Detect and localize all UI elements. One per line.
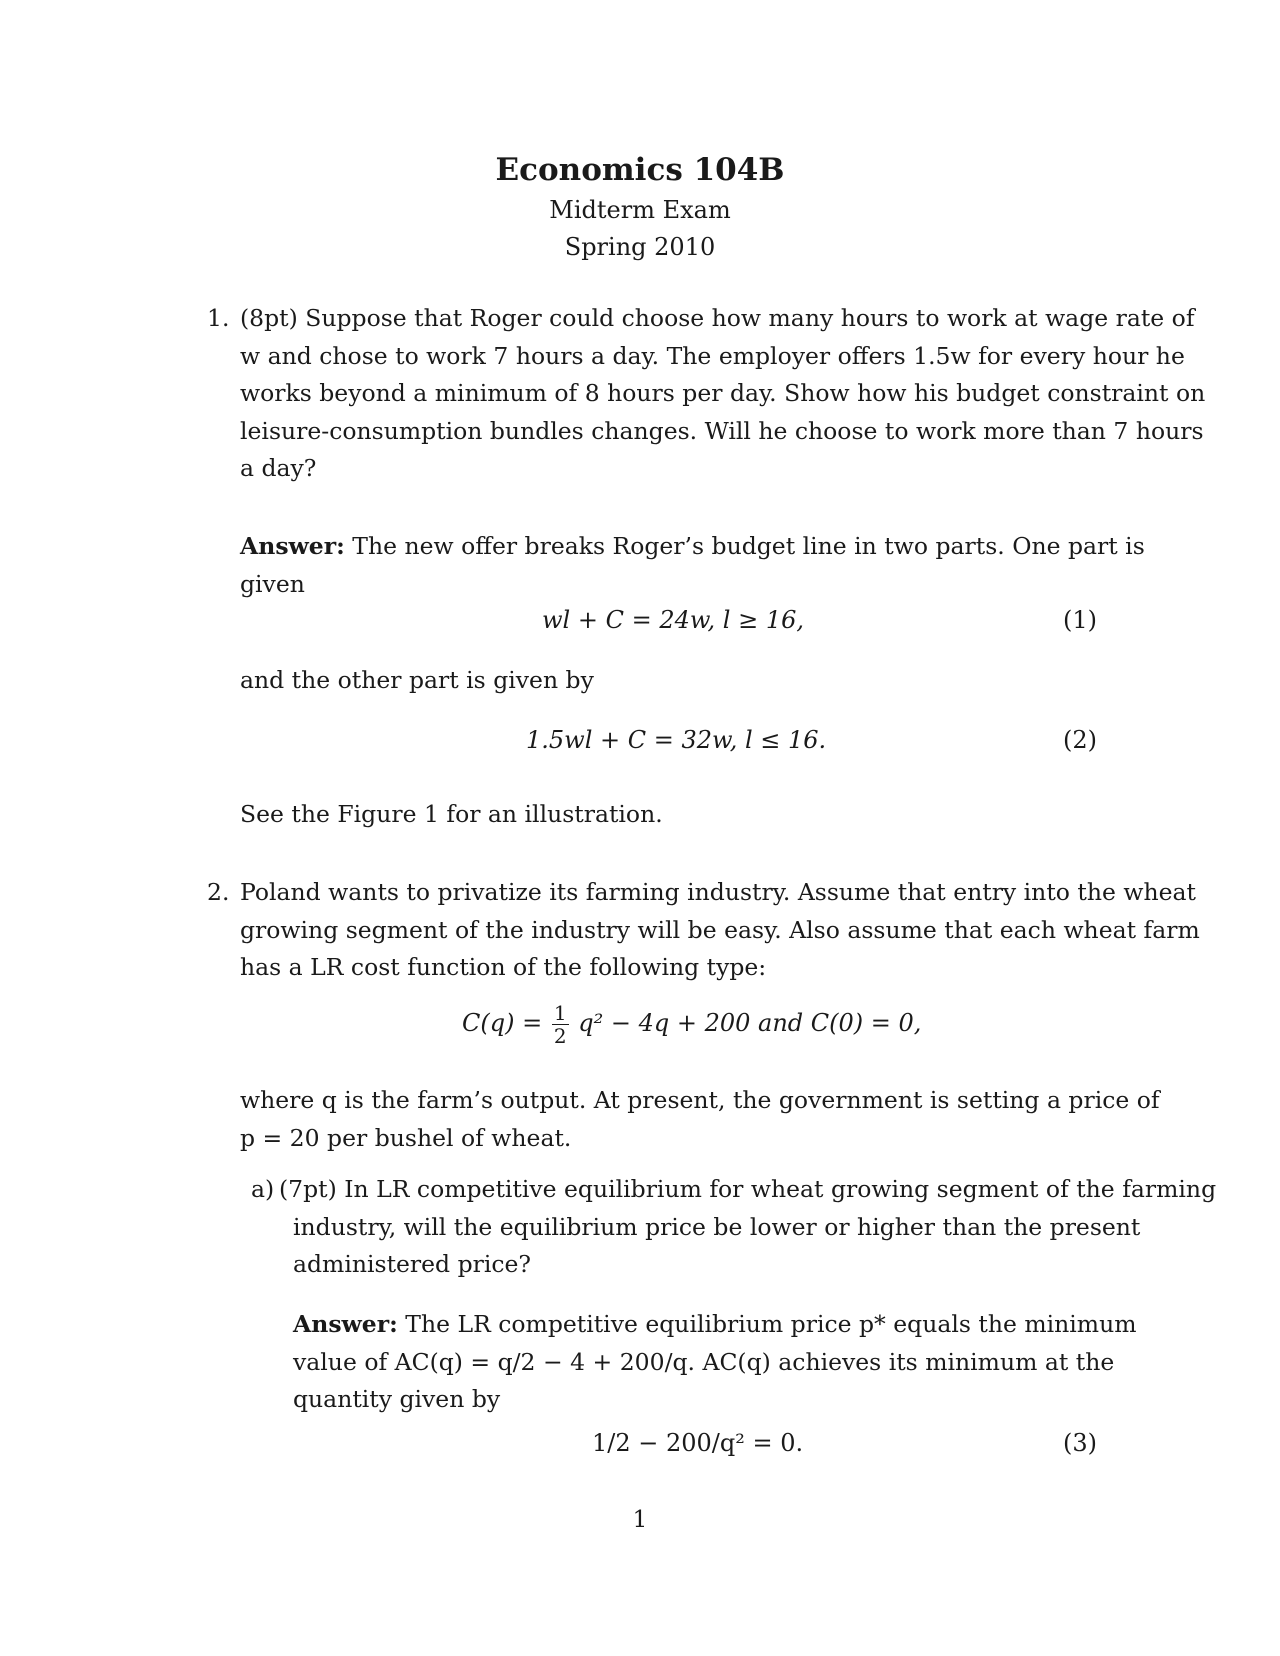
- question-1-text: [240, 300, 1206, 488]
- answer-text: given: [240, 569, 305, 598]
- part-a-label: a): [251, 1175, 275, 1203]
- fraction: $\frac{1}{2}$: [553, 1001, 567, 1048]
- question-1-line: leisure-consumption bundles changes. Will he choose to work more than 7 hours: [240, 416, 1204, 445]
- exam-subtitle: Midterm Exam: [549, 196, 731, 224]
- question-2-continuation: where q is the farm’s output. At present, the government is setting a price of p = 20 per bushel of wheat.: [240, 1086, 1160, 1152]
- cost-function-equation: C(q) = $\frac{1}{2}$ q² − 4q + 200 and C(0) = 0,: [462, 1001, 922, 1048]
- question-1-line: (8pt) Suppose that Roger could choose how many hours to work at wage rate of: [240, 304, 1195, 332]
- question-2-text: [240, 874, 1200, 987]
- question-2-line: has a LR cost function of the following type:: [240, 953, 767, 981]
- page-title: Economics 104B: [495, 152, 785, 188]
- question-2-number: 2.: [207, 878, 230, 906]
- part-a-answer: Answer: The LR competitive equilibrium price p* equals the minimum value of AC(q) = q/2 − 4 + 200/q. AC(q) achieves its minimum at the quantity given by: [293, 1310, 1137, 1413]
- question-1-line: a day?: [240, 454, 317, 482]
- answer-text: The new offer breaks Roger’s budget line in two parts. One part is: [352, 532, 1145, 560]
- question-2-line: Poland wants to privatize its farming industry. Assume that entry into the wheat: [240, 878, 1196, 906]
- part-a-text: (7pt) In LR competitive equilibrium for wheat growing segment of the farming industry, will the equilibrium price be lower or higher than the present administered price?: [279, 1175, 1217, 1278]
- page-number: 1: [632, 1507, 648, 1533]
- figure-reference: See the Figure 1 for an illustration.: [240, 800, 663, 828]
- equation-3-number: (3): [1063, 1429, 1097, 1457]
- question-1-line: w and chose to work 7 hours a day. The employer offers 1.5w for every hour he: [240, 341, 1185, 370]
- question-1-answer: [240, 528, 1145, 603]
- equation-1-number: (1): [1063, 606, 1097, 634]
- answer-label: Answer:: [293, 1310, 398, 1338]
- question-1-line: works beyond a minimum of 8 hours per day. Show how his budget constraint on: [240, 379, 1206, 407]
- equation-2: 1.5wl + C = 32w, l ≤ 16.: [526, 726, 827, 754]
- answer-connector: and the other part is given by: [240, 666, 594, 694]
- equation-2-number: (2): [1063, 726, 1097, 754]
- question-2-line: growing segment of the industry will be easy. Also assume that each wheat farm: [240, 915, 1200, 944]
- equation-3: 1/2 − 200/q² = 0.: [592, 1429, 804, 1457]
- answer-label: Answer:: [240, 532, 345, 560]
- question-1-number: 1.: [207, 304, 230, 332]
- equation-1: wl + C = 24w, l ≥ 16,: [542, 606, 805, 634]
- exam-term: Spring 2010: [564, 233, 716, 261]
